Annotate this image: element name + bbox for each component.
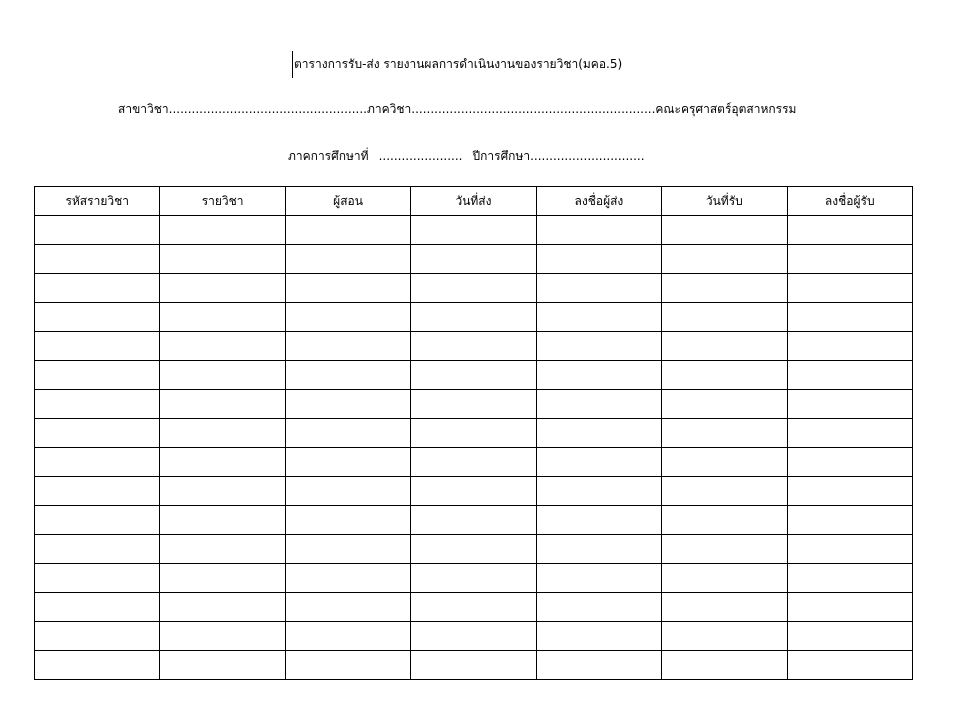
table-cell[interactable] [35,651,160,680]
table-cell[interactable] [35,332,160,361]
table-cell[interactable] [536,274,661,303]
table-cell[interactable] [160,274,285,303]
table-cell[interactable] [285,535,410,564]
header-receive-date: วันที่รับ [662,187,787,216]
table-cell[interactable] [285,622,410,651]
table-cell[interactable] [411,535,536,564]
table-cell[interactable] [285,274,410,303]
table-cell[interactable] [536,593,661,622]
table-cell[interactable] [536,535,661,564]
table-cell[interactable] [160,216,285,245]
table-row [35,477,913,506]
table-cell[interactable] [411,303,536,332]
table-cell[interactable] [536,564,661,593]
table-row [35,361,913,390]
table-cell[interactable] [536,216,661,245]
table-header-row [35,187,913,216]
table-cell[interactable] [662,622,787,651]
table-cell[interactable] [787,332,912,361]
table-cell[interactable] [285,332,410,361]
table-cell[interactable] [35,622,160,651]
table-row [35,245,913,274]
table-cell[interactable] [35,448,160,477]
table-cell[interactable] [285,651,410,680]
table-cell[interactable] [662,419,787,448]
table-cell[interactable] [160,535,285,564]
term-blank: ...................... [378,149,463,163]
table-row [35,506,913,535]
table-cell[interactable] [285,477,410,506]
table-cell[interactable] [787,419,912,448]
table-cell[interactable] [536,477,661,506]
table-cell[interactable] [662,390,787,419]
table-cell[interactable] [536,245,661,274]
table-cell[interactable] [787,216,912,245]
table-cell[interactable] [285,303,410,332]
table-cell[interactable] [536,419,661,448]
table-cell[interactable] [787,622,912,651]
table-row [35,535,913,564]
table-cell[interactable] [536,651,661,680]
table-cell[interactable] [662,564,787,593]
table-cell[interactable] [536,361,661,390]
table-cell[interactable] [411,274,536,303]
table-cell[interactable] [662,245,787,274]
table-row [35,419,913,448]
header-receiver-signature: ลงชื่อผู้รับ [787,187,912,216]
table-cell[interactable] [285,419,410,448]
table-cell[interactable] [285,245,410,274]
table-cell[interactable] [160,245,285,274]
table-cell[interactable] [160,390,285,419]
table-cell[interactable] [160,303,285,332]
header-sender-signature: ลงชื่อผู้ส่ง [536,187,661,216]
table-cell[interactable] [160,651,285,680]
table-cell[interactable] [160,448,285,477]
table-cell[interactable] [787,274,912,303]
term-year-line [288,148,645,164]
table-cell[interactable] [160,361,285,390]
table-cell[interactable] [536,448,661,477]
table-cell[interactable] [787,448,912,477]
table-cell[interactable] [662,477,787,506]
table-row [35,651,913,680]
term-label: ภาคการศึกษาที่ [288,149,369,163]
table-cell[interactable] [411,390,536,419]
table-cell[interactable] [35,274,160,303]
table-cell[interactable] [160,593,285,622]
table-cell[interactable] [160,564,285,593]
table-cell[interactable] [411,419,536,448]
table-cell[interactable] [35,245,160,274]
table-cell[interactable] [787,361,912,390]
table-cell[interactable] [35,564,160,593]
table-cell[interactable] [35,419,160,448]
table-cell[interactable] [285,390,410,419]
table-cell[interactable] [662,216,787,245]
table-cell[interactable] [411,216,536,245]
table-row [35,622,913,651]
document-title: ตารางการรับ-ส่ง รายงานผลการดำเนินงานของรายวิชา(มคอ.5) [294,57,623,71]
table-cell[interactable] [536,332,661,361]
table-cell[interactable] [35,361,160,390]
table-cell[interactable] [662,361,787,390]
table-cell[interactable] [411,651,536,680]
table-body [35,216,913,680]
table-cell[interactable] [787,506,912,535]
table-cell[interactable] [285,593,410,622]
table-cell[interactable] [536,390,661,419]
table-row [35,303,913,332]
table-row [35,593,913,622]
table-cell[interactable] [411,477,536,506]
table-cell[interactable] [411,622,536,651]
table-row [35,216,913,245]
table-cell[interactable] [160,506,285,535]
table-cell[interactable] [35,477,160,506]
table-row [35,274,913,303]
table-cell[interactable] [662,593,787,622]
table-cell[interactable] [285,361,410,390]
table-cell[interactable] [662,651,787,680]
table-cell[interactable] [411,506,536,535]
table-cell[interactable] [536,303,661,332]
table-row [35,390,913,419]
table-cell[interactable] [787,564,912,593]
table-cell[interactable] [160,477,285,506]
table-row [35,448,913,477]
table-cell[interactable] [411,564,536,593]
department-info-line: สาขาวิชา....................................................ภาควิชา................................................................คณะครุศาสตร์อุตสาหกรรม [118,102,797,116]
table-cell[interactable] [411,332,536,361]
table-cell[interactable] [35,593,160,622]
table-cell[interactable] [787,477,912,506]
header-course-name: รายวิชา [160,187,285,216]
table-cell[interactable] [662,448,787,477]
table-cell[interactable] [411,361,536,390]
submission-log-table [34,186,913,680]
table-row [35,332,913,361]
table-cell[interactable] [662,303,787,332]
table-cell[interactable] [787,390,912,419]
table-cell[interactable] [787,651,912,680]
table-cell[interactable] [662,274,787,303]
table-cell[interactable] [411,593,536,622]
table-cell[interactable] [160,419,285,448]
table-cell[interactable] [35,535,160,564]
table-cell[interactable] [787,245,912,274]
header-send-date: วันที่ส่ง [411,187,536,216]
table-cell[interactable] [411,245,536,274]
table-cell[interactable] [536,506,661,535]
table-cell[interactable] [35,506,160,535]
table-cell[interactable] [285,564,410,593]
table-cell[interactable] [285,216,410,245]
table-cell[interactable] [787,593,912,622]
table-cell[interactable] [536,622,661,651]
table-cell[interactable] [787,303,912,332]
table-cell[interactable] [160,332,285,361]
text-cursor [292,51,293,78]
table-row [35,564,913,593]
table-cell[interactable] [662,332,787,361]
table-cell[interactable] [35,390,160,419]
table-cell[interactable] [285,506,410,535]
table-cell[interactable] [787,535,912,564]
table-cell[interactable] [662,535,787,564]
header-instructor: ผู้สอน [285,187,410,216]
year-label: ปีการศึกษา.............................. [472,149,645,163]
header-course-code: รหัสรายวิชา [35,187,160,216]
table-cell[interactable] [662,506,787,535]
table-cell[interactable] [35,216,160,245]
table-cell[interactable] [411,448,536,477]
table-cell[interactable] [35,303,160,332]
table-cell[interactable] [160,622,285,651]
table-cell[interactable] [285,448,410,477]
